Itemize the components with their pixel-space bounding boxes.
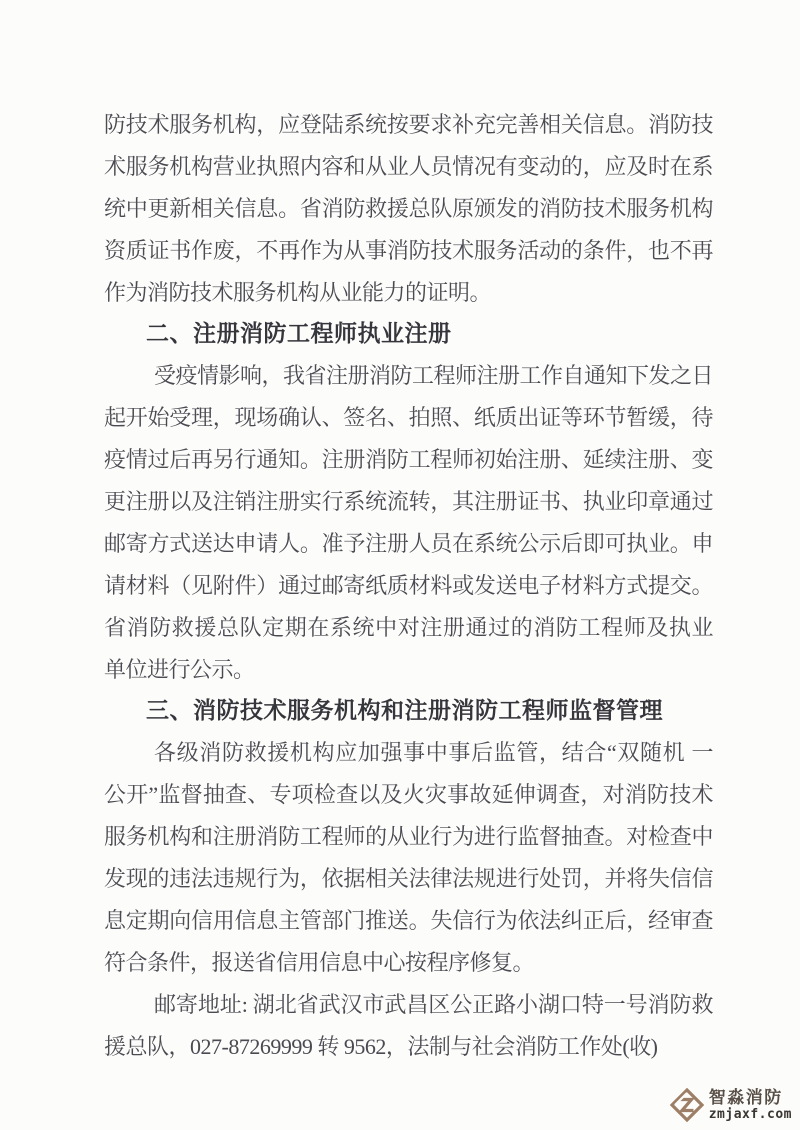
paragraph-continuation-line: 资质证书作废，不再作为从事消防技术服务活动的条件，也不再 (104, 237, 713, 263)
mailing-address-line: 援总队，027-87269999 转 9562，法制与社会消防工作处(收) (104, 1033, 658, 1059)
paragraph-registration-line: 更注册以及注销注册实行系统流转，其注册证书、执业印章通过 (104, 489, 713, 515)
document-body (104, 104, 713, 1067)
watermark-brand: 智淼消防 (708, 1088, 783, 1107)
paragraph-registration-line: 省消防救援总队定期在系统中对注册通过的消防工程师及执业 (104, 614, 713, 640)
watermark-domain: zmjaxf.com (708, 1107, 792, 1122)
paragraph-registration-line: 疫情过后再另行通知。注册消防工程师初始注册、延续注册、变 (104, 447, 713, 473)
paragraph-continuation-line: 防技术服务机构，应登陆系统按要求补充完善相关信息。消防技 (104, 112, 713, 137)
paragraph-registration-line: 起开始受理，现场确认、签名、拍照、纸质出证等环节暂缓，待 (104, 405, 713, 431)
watermark-text (709, 1089, 792, 1121)
section-heading-engineer-registration: 二、注册消防工程师执业注册 (146, 320, 452, 347)
paragraph-continuation-line: 术服务机构营业执照内容和从业人员情况有变动的，应及时在系 (104, 153, 713, 179)
paragraph-supervision-line: 符合条件，报送省信用信息中心按程序修复。 (104, 949, 535, 975)
paragraph-supervision-line: 息定期向信用信息主管部门推送。失信行为依法纠正后，经审查 (104, 907, 713, 933)
watermark (670, 1088, 792, 1122)
paragraph-registration-line: 单位进行公示。 (104, 656, 255, 682)
paragraph-continuation-line: 作为消防技术服务机构从业能力的证明。 (104, 279, 492, 305)
paragraph-supervision-line: 服务机构和注册消防工程师的从业行为进行监督抽查。对检查中 (104, 824, 713, 850)
section-heading-supervision: 三、消防技术服务机构和注册消防工程师监督管理 (146, 697, 663, 724)
paragraph-continuation-line: 统中更新相关信息。省消防救援总队原颁发的消防技术服务机构 (104, 195, 713, 221)
paragraph-supervision-line: 发现的违法违规行为，依据相关法律法规进行处罚，并将失信信 (104, 866, 713, 892)
paragraph-supervision-line: 公开”监督抽查、专项检查以及火灾事故延伸调查，对消防技术 (104, 782, 713, 808)
paragraph-supervision-line: 各级消防救援机构应加强事中事后监管，结合“双随机 一 (154, 740, 713, 766)
paragraph-registration-line: 邮寄方式送达申请人。准予注册人员在系统公示后即可执业。申 (104, 530, 713, 556)
mailing-address-line: 邮寄地址: 湖北省武汉市武昌区公正路小湖口特一号消防救 (154, 991, 713, 1017)
paragraph-registration-line: 请材料（见附件）通过邮寄纸质材料或发送电子材料方式提交。 (104, 572, 713, 598)
zhimiao-logo-icon (670, 1088, 704, 1122)
paragraph-registration-line: 受疫情影响，我省注册消防工程师注册工作自通知下发之日 (154, 363, 714, 389)
